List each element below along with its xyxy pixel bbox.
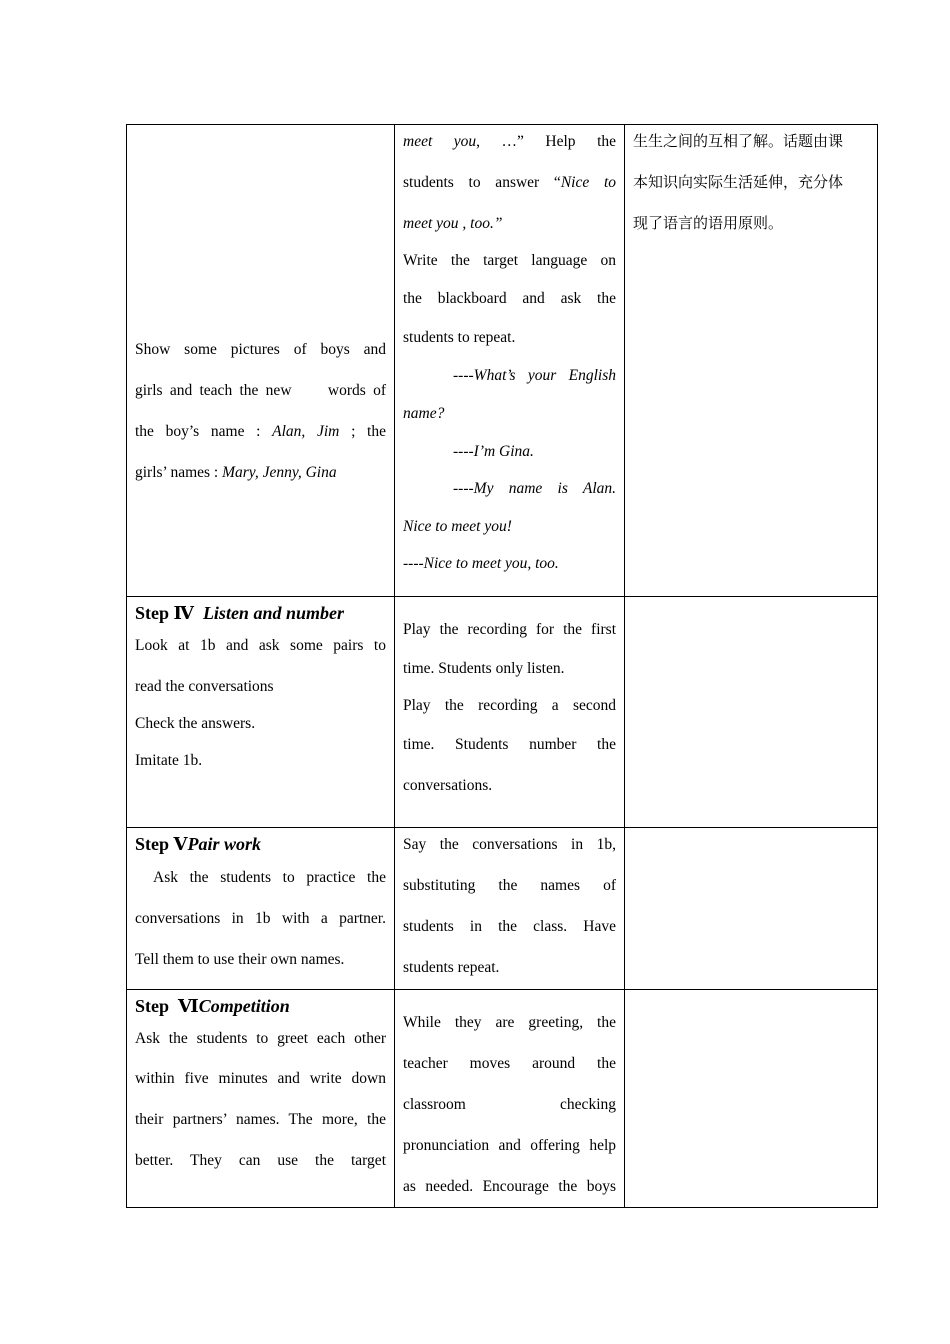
teacher-cell <box>395 597 625 828</box>
activity-line: Ask the students to greet each other <box>135 1030 386 1047</box>
activity-line: Tell them to use their own names. <box>135 951 345 968</box>
activity-line: read the conversations <box>135 678 274 695</box>
teacher-line: students in the class. Have <box>403 918 616 935</box>
purpose-line: 本知识向实际生活延伸，充分体 <box>633 173 844 191</box>
dialogue-line <box>403 507 616 547</box>
teacher-line: Play the recording a second <box>403 697 616 714</box>
activity-line: Imitate 1b. <box>135 752 203 769</box>
teacher-line: time. Students only listen. <box>403 660 565 677</box>
teacher-cell <box>395 990 625 1208</box>
dialogue-line <box>403 395 616 433</box>
boy-names: Alan, Jim <box>272 423 340 440</box>
teacher-line: substituting the names of <box>403 877 616 894</box>
teacher-line: conversations. <box>403 777 493 794</box>
teacher-text: , …” Help the <box>476 133 617 150</box>
lesson-plan-table <box>126 124 878 1208</box>
teacher-line: students repeat. <box>403 959 500 976</box>
purpose-cell <box>625 990 878 1208</box>
activity-text: ; the <box>339 423 386 440</box>
activity-line: their partners’ names. The more, the <box>135 1111 386 1128</box>
table-row <box>127 597 878 828</box>
step-heading <box>135 992 386 1020</box>
teacher-text: students to answer “ <box>403 174 561 191</box>
teacher-line: the blackboard and ask the <box>403 290 616 307</box>
activity-cell <box>127 990 395 1208</box>
activity-line <box>135 411 386 452</box>
teacher-line: time. Students number the <box>403 736 616 753</box>
dialogue-line <box>403 433 616 471</box>
activity-line: better. They can use the target <box>135 1152 386 1169</box>
dialogue-text: My name is Alan. <box>473 480 616 497</box>
teacher-line <box>403 121 616 162</box>
step-label: Step Ⅳ <box>135 603 203 623</box>
teacher-line <box>403 162 616 203</box>
teacher-line: Play the recording for the first <box>403 621 616 638</box>
dialogue-line <box>403 357 616 395</box>
table-row <box>127 828 878 990</box>
teacher-line: students to repeat. <box>403 329 516 346</box>
girl-names: Mary, Jenny, Gina <box>222 464 337 481</box>
teacher-line <box>403 203 616 244</box>
teacher-line: as needed. Encourage the boys <box>403 1178 616 1195</box>
teacher-cell <box>395 125 625 597</box>
activity-line: Show some pictures of boys and <box>135 341 386 358</box>
dialogue-text: Nice to meet you! <box>403 518 512 535</box>
table-row <box>127 990 878 1208</box>
dialogue-dash: ---- <box>453 443 474 460</box>
step-title: Listen and number <box>202 603 344 623</box>
step-label: Step Ⅴ <box>135 834 188 854</box>
dialogue-text: name? <box>403 405 445 422</box>
teacher-line: teacher moves around the <box>403 1055 616 1072</box>
activity-line: Ask the students to practice the <box>153 869 386 886</box>
purpose-cell <box>625 597 878 828</box>
dialogue-dash: ---- <box>403 555 424 572</box>
purpose-line: 生生之间的互相了解。话题由课 <box>633 132 844 150</box>
step-heading <box>135 599 386 627</box>
purpose-line: 现了语言的语用原则。 <box>633 214 784 232</box>
activity-cell <box>127 828 395 990</box>
teacher-text: meet you , too.” <box>403 215 503 232</box>
activity-line: within five minutes and write down <box>135 1070 386 1087</box>
table-row <box>127 125 878 597</box>
activity-cell <box>127 597 395 828</box>
dialogue-line <box>403 547 616 581</box>
activity-line <box>135 452 386 493</box>
lesson-plan-page <box>126 124 877 1208</box>
teacher-text: meet you <box>403 133 477 150</box>
step-title: Pair work <box>187 834 261 854</box>
teacher-cell <box>395 828 625 990</box>
dialogue-text: I’m Gina. <box>473 443 534 460</box>
dialogue-dash: ---- <box>453 367 474 384</box>
teacher-text: Nice to <box>560 174 616 191</box>
dialogue-dash: ---- <box>453 480 474 497</box>
teacher-line: Say the conversations in 1b, <box>403 836 616 853</box>
activity-line: Look at 1b and ask some pairs to <box>135 637 386 654</box>
purpose-cell <box>625 828 878 990</box>
dialogue-text: What’s your English <box>473 367 616 384</box>
teacher-line: classroom checking <box>403 1096 616 1113</box>
step-title: Competition <box>198 996 290 1016</box>
dialogue-text: Nice to meet you, too. <box>423 555 559 572</box>
activity-cell <box>127 125 395 597</box>
teacher-line: Write the target language on <box>403 252 616 269</box>
step-heading <box>135 830 386 858</box>
teacher-line: While they are greeting, the <box>403 1014 616 1031</box>
activity-line: Check the answers. <box>135 715 256 732</box>
activity-line: girls and teach the new words of <box>135 382 386 399</box>
activity-line: conversations in 1b with a partner. <box>135 910 386 927</box>
dialogue-line <box>403 471 616 507</box>
activity-text: the boy’s name : <box>135 423 273 440</box>
purpose-cell <box>625 125 878 597</box>
activity-text: girls’ names : <box>135 464 223 481</box>
teacher-line: pronunciation and offering help <box>403 1137 616 1154</box>
step-label: Step Ⅵ <box>135 996 199 1016</box>
